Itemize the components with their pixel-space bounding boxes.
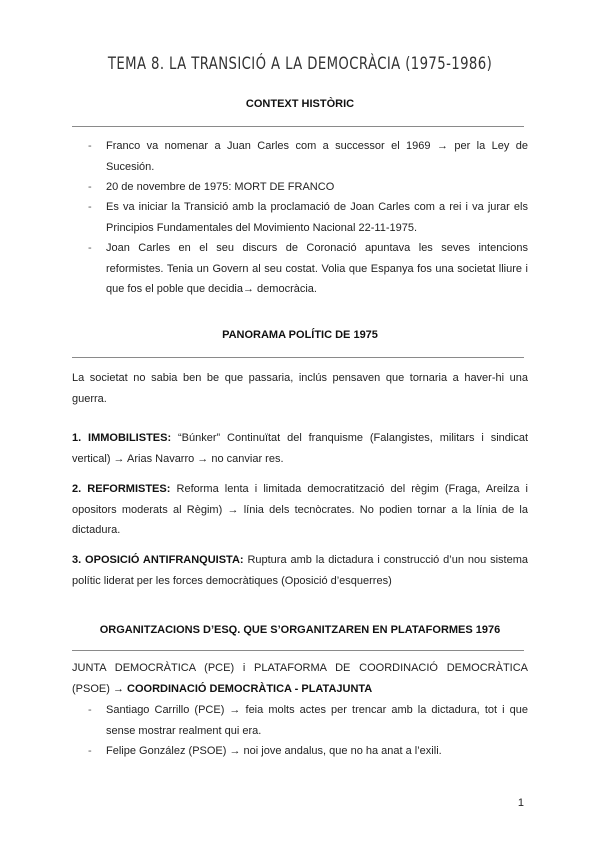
bullet-dash: - xyxy=(88,201,92,213)
group-label: 1. IMMOBILISTES: xyxy=(72,432,172,444)
political-group-immobilistes xyxy=(72,428,528,469)
intro-paragraph: La societat no sabia ben be que passaria, inclús pensaven que tornaria a haver-hi una guerra. xyxy=(72,372,528,405)
bullet-text: Felipe González (PSOE) → noi jove andalus, que no ha anat a l’exili. xyxy=(106,745,442,757)
bullet-item xyxy=(88,238,528,300)
group-label: 2. REFORMISTES: xyxy=(72,483,171,495)
platform-paragraph xyxy=(72,658,528,699)
platform-result: → COORDINACIÓ DEMOCRÀTICA - PLATAJUNTA xyxy=(112,682,373,695)
bullet-text: Santiago Carrillo (PCE) → feia molts actes per trencar amb la dictadura, tot i que sense mostrar realment qui era. xyxy=(106,704,528,737)
bullet-item xyxy=(88,177,528,198)
bullet-text: Es va iniciar la Transició amb la proclamació de Joan Carles com a rei i va jurar els Principios Fundamentales del Movimiento Nacional 22-11-1975. xyxy=(106,201,528,234)
bullet-item xyxy=(88,741,528,762)
bullet-text: 20 de novembre de 1975: MORT DE FRANCO xyxy=(106,181,335,193)
section-divider xyxy=(72,650,524,651)
group-text: “Búnker” Continuïtat del franquisme (Falangistes, militars i sindicat vertical) → Arias Navarro → no canviar res. xyxy=(72,432,528,465)
bullet-item xyxy=(88,700,528,741)
section-heading-panorama: PANORAMA POLÍTIC DE 1975 xyxy=(222,329,378,341)
group-label: 3. OPOSICIÓ ANTIFRANQUISTA: xyxy=(72,554,244,566)
political-group-oposicio xyxy=(72,550,528,591)
bullet-item xyxy=(88,197,528,238)
group-text: Reforma lenta i limitada democratització del règim (Fraga, Areilza i opositors moderats al Règim) → línia dels tecnòcrates. No podien tornar a la línia de la dictadura. xyxy=(72,483,529,536)
bullet-dash: - xyxy=(88,140,92,152)
bullet-text: Joan Carles en el seu discurs de Coronació apuntava les seves intencions reformistes. Tenia un Govern al seu costat. Volia que Espanya fos una societat lliure i que fos el poble que decidia→ democràcia. xyxy=(106,242,528,295)
bullet-dash: - xyxy=(88,242,92,254)
platform-text: JUNTA DEMOCRÀTICA (PCE) i PLATAFORMA DE COORDINACIÓ DEMOCRÀTICA (PSOE) xyxy=(72,662,528,695)
political-group-reformistes xyxy=(72,479,528,541)
bullet-dash: - xyxy=(88,745,92,757)
section-divider xyxy=(72,357,524,358)
group-text: Ruptura amb la dictadura i construcció d’un nou sistema polític liderat per les forces democràtiques (Oposició d’esquerres) xyxy=(72,554,528,587)
bullet-item xyxy=(88,136,528,177)
bullet-dash: - xyxy=(88,181,92,193)
bullet-text: Franco va nomenar a Juan Carles com a successor el 1969 → per la Ley de Sucesión. xyxy=(106,140,528,173)
page-number: 1 xyxy=(517,797,524,809)
section-heading-context: CONTEXT HISTÒRIC xyxy=(245,98,355,110)
section-heading-organitzacions: ORGANITZACIONS D’ESQ. QUE S’ORGANITZAREN EN PLATAFORMES 1976 xyxy=(99,624,501,636)
document-title: TEMA 8. LA TRANSICIÓ A LA DEMOCRÀCIA (1975-1986) xyxy=(107,54,493,74)
bullet-dash: - xyxy=(88,704,92,716)
section-divider xyxy=(72,126,524,127)
